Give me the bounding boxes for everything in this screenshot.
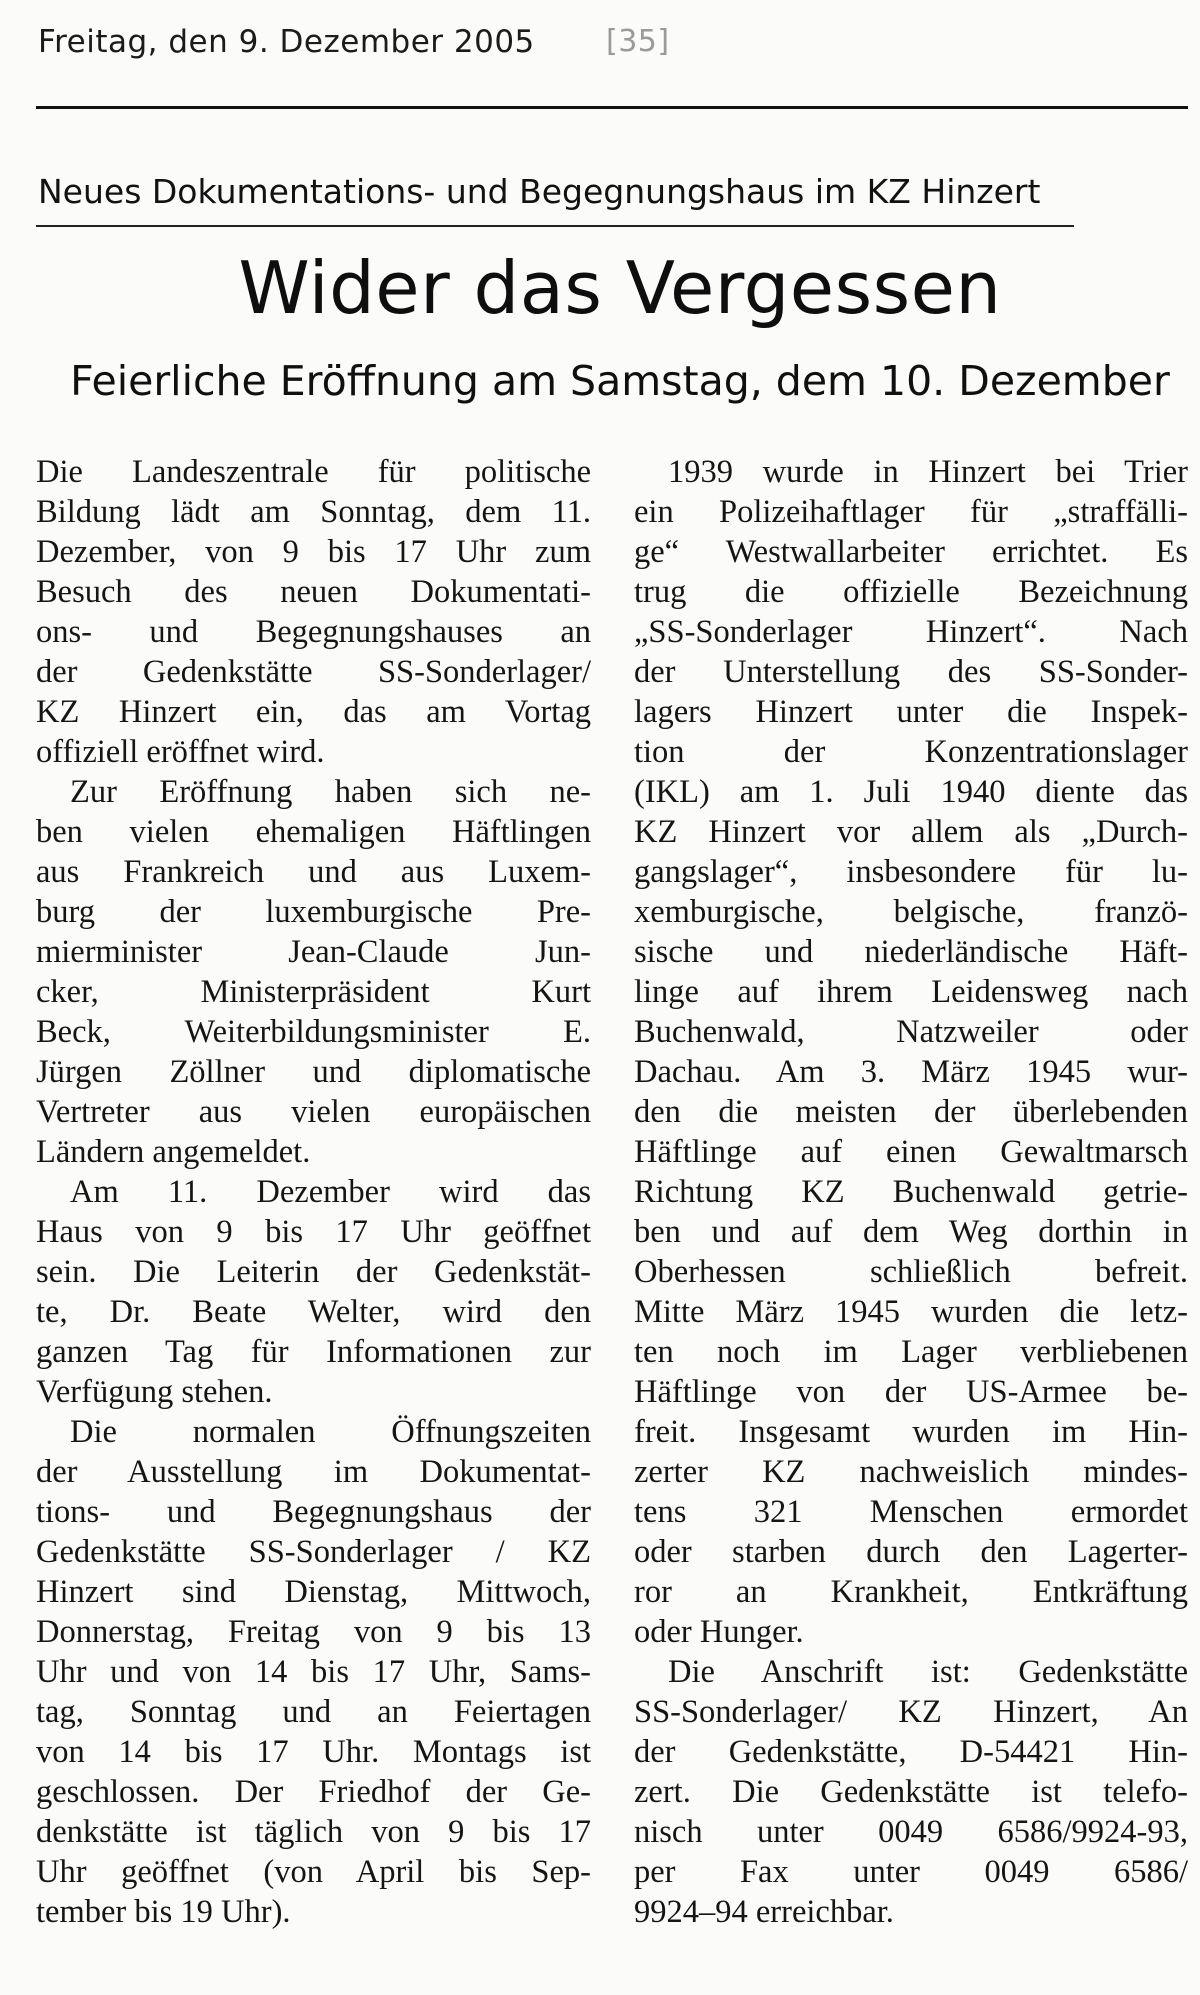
text-line: zerter KZ nachweislich mindes- xyxy=(634,1454,1188,1490)
text-line: per Fax unter 0049 6586/ xyxy=(634,1854,1188,1890)
text-line: Jürgen Zöllner und diplomatische xyxy=(36,1054,591,1090)
text-line: sein. Die Leiterin der Gedenkstät- xyxy=(36,1254,591,1290)
text-line: Besuch des neuen Dokumentati- xyxy=(36,574,591,610)
article-column-left xyxy=(36,452,591,1932)
text-line: ror an Krankheit, Entkräftung xyxy=(634,1574,1188,1610)
text-line: der Ausstellung im Dokumentat- xyxy=(36,1454,591,1490)
text-line: ben vielen ehemaligen Häftlingen xyxy=(36,814,591,850)
text-line: tion der Konzentrationslager xyxy=(634,734,1188,770)
text-line: xemburgische, belgische, franzö- xyxy=(634,894,1188,930)
text-line: Haus von 9 bis 17 Uhr geöffnet xyxy=(36,1214,591,1250)
text-line: Vertreter aus vielen europäischen xyxy=(36,1094,591,1130)
text-line: ganzen Tag für Informationen zur xyxy=(36,1334,591,1370)
text-line: tember bis 19 Uhr). xyxy=(36,1894,291,1930)
text-line: Bildung lädt am Sonntag, dem 11. xyxy=(36,494,591,530)
text-line: (IKL) am 1. Juli 1940 diente das xyxy=(634,774,1188,810)
text-line: Dachau. Am 3. März 1945 wur- xyxy=(634,1054,1188,1090)
text-line: von 14 bis 17 Uhr. Montags ist xyxy=(36,1734,591,1770)
text-line: KZ Hinzert ein, das am Vortag xyxy=(36,694,591,730)
text-line: Uhr geöffnet (von April bis Sep- xyxy=(36,1854,591,1890)
text-line: Dezember, von 9 bis 17 Uhr zum xyxy=(36,534,591,570)
text-line: aus Frankreich und aus Luxem- xyxy=(36,854,591,890)
text-line: den die meisten der überlebenden xyxy=(634,1094,1188,1130)
text-line: zert. Die Gedenkstätte ist telefo- xyxy=(634,1774,1188,1810)
text-line: lagers Hinzert unter die Inspek- xyxy=(634,694,1188,730)
text-line: Verfügung stehen. xyxy=(36,1374,273,1410)
text-line: freit. Insgesamt wurden im Hin- xyxy=(634,1414,1188,1450)
kicker-rule xyxy=(36,225,1074,227)
issue-date: Freitag, den 9. Dezember 2005 xyxy=(38,24,535,60)
text-line: Häftlinge auf einen Gewaltmarsch xyxy=(634,1134,1188,1170)
text-line: ein Polizeihaftlager für „straffälli- xyxy=(634,494,1188,530)
text-line: Oberhessen schließlich befreit. xyxy=(634,1254,1188,1290)
text-line: Die Anschrift ist: Gedenkstätte xyxy=(668,1654,1188,1690)
text-line: Am 11. Dezember wird das xyxy=(70,1174,591,1210)
header-rule xyxy=(36,106,1188,109)
text-line: Die normalen Öffnungszeiten xyxy=(70,1414,591,1450)
text-line: „SS-Sonderlager Hinzert“. Nach xyxy=(634,614,1188,650)
text-line: SS-Sonderlager/ KZ Hinzert, An xyxy=(634,1694,1188,1730)
text-line: Ländern angemeldet. xyxy=(36,1134,311,1170)
page-number: [35] xyxy=(606,24,670,59)
text-line: geschlossen. Der Friedhof der Ge- xyxy=(36,1774,591,1810)
text-line: gangslager“, insbesondere für lu- xyxy=(634,854,1188,890)
text-line: trug die offizielle Bezeichnung xyxy=(634,574,1188,610)
text-line: burg der luxemburgische Pre- xyxy=(36,894,591,930)
text-line: ben und auf dem Weg dorthin in xyxy=(634,1214,1188,1250)
text-line: 9924–94 erreichbar. xyxy=(634,1894,894,1930)
text-line: linge auf ihrem Leidensweg nach xyxy=(634,974,1188,1010)
text-line: Hinzert sind Dienstag, Mittwoch, xyxy=(36,1574,591,1610)
text-line: tions- und Begegnungshaus der xyxy=(36,1494,591,1530)
text-line: 1939 wurde in Hinzert bei Trier xyxy=(668,454,1188,490)
article-subheadline: Feierliche Eröffnung am Samstag, dem 10. Dezember xyxy=(70,357,1170,405)
text-line: Richtung KZ Buchenwald getrie- xyxy=(634,1174,1188,1210)
text-line: sische und niederländische Häft- xyxy=(634,934,1188,970)
text-line: nisch unter 0049 6586/9924-93, xyxy=(634,1814,1188,1850)
text-line: Zur Eröffnung haben sich ne- xyxy=(70,774,591,810)
text-line: Donnerstag, Freitag von 9 bis 13 xyxy=(36,1614,591,1650)
article-kicker: Neues Dokumentations- und Begegnungshaus im KZ Hinzert xyxy=(38,172,1041,211)
text-line: offiziell eröffnet wird. xyxy=(36,734,325,770)
text-line: ten noch im Lager verbliebenen xyxy=(634,1334,1188,1370)
text-line: Mitte März 1945 wurden die letz- xyxy=(634,1294,1188,1330)
text-line: Buchenwald, Natzweiler oder xyxy=(634,1014,1188,1050)
article-headline: Wider das Vergessen xyxy=(238,246,1002,330)
text-line: Gedenkstätte SS-Sonderlager / KZ xyxy=(36,1534,591,1570)
text-line: te, Dr. Beate Welter, wird den xyxy=(36,1294,591,1330)
text-line: Die Landeszentrale für politische xyxy=(36,454,591,490)
text-line: ge“ Westwallarbeiter errichtet. Es xyxy=(634,534,1188,570)
text-line: Uhr und von 14 bis 17 Uhr, Sams- xyxy=(36,1654,591,1690)
text-line: der Unterstellung des SS-Sonder- xyxy=(634,654,1188,690)
text-line: mierminister Jean-Claude Jun- xyxy=(36,934,591,970)
text-line: tag, Sonntag und an Feiertagen xyxy=(36,1694,591,1730)
text-line: oder starben durch den Lagerter- xyxy=(634,1534,1188,1570)
page-header xyxy=(38,24,670,60)
text-line: cker, Ministerpräsident Kurt xyxy=(36,974,591,1010)
text-line: der Gedenkstätte SS-Sonderlager/ xyxy=(36,654,591,690)
text-line: Beck, Weiterbildungsminister E. xyxy=(36,1014,591,1050)
text-line: KZ Hinzert vor allem als „Durch- xyxy=(634,814,1188,850)
text-line: der Gedenkstätte, D-54421 Hin- xyxy=(634,1734,1188,1770)
text-line: oder Hunger. xyxy=(634,1614,804,1650)
text-line: denkstätte ist täglich von 9 bis 17 xyxy=(36,1814,591,1850)
article-column-right xyxy=(634,452,1188,1932)
text-line: Häftlinge von der US-Armee be- xyxy=(634,1374,1188,1410)
text-line: ons- und Begegnungshauses an xyxy=(36,614,591,650)
text-line: tens 321 Menschen ermordet xyxy=(634,1494,1188,1530)
